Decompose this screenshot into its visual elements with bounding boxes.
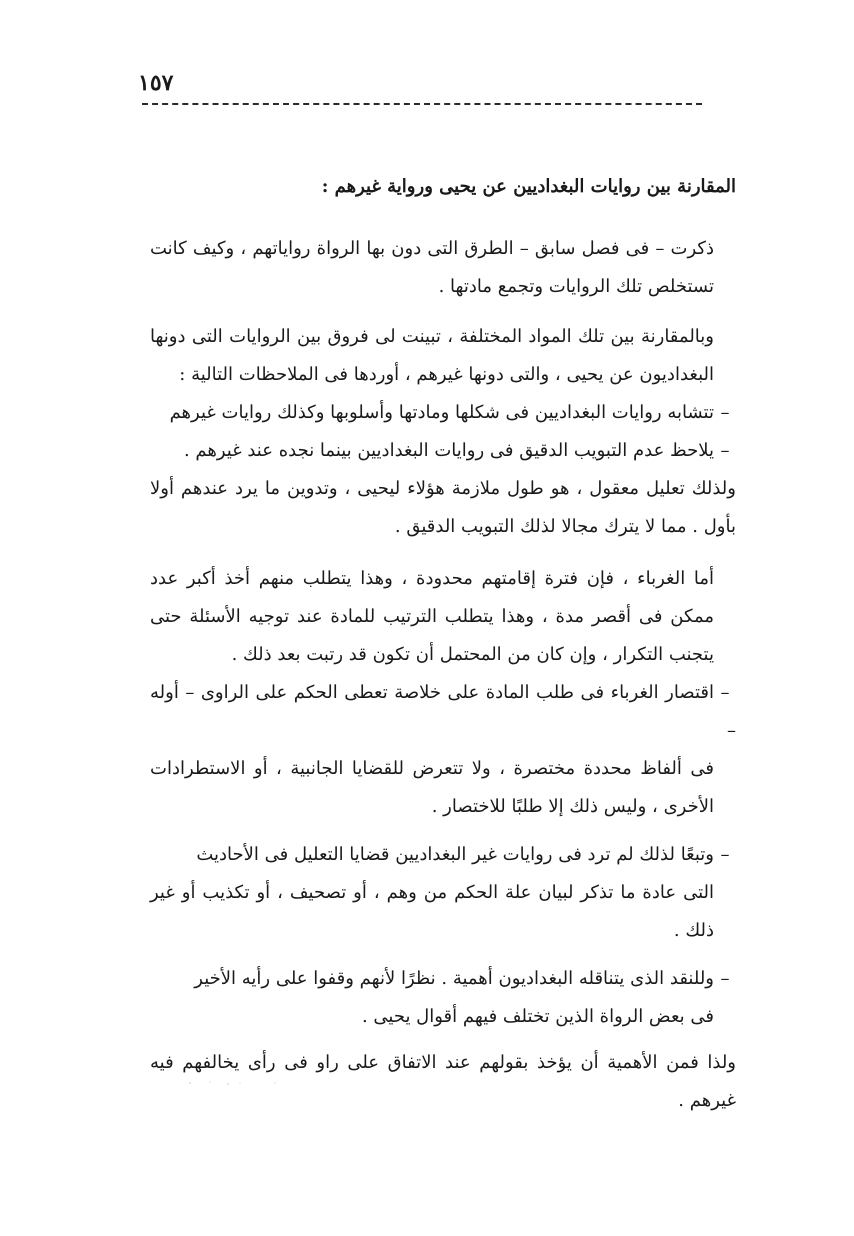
dash-marker: –: [720, 440, 730, 461]
page-number: ١٥٧: [138, 70, 174, 96]
paragraph-2: وبالمقارنة بين تلك المواد المختلفة ، تبينت لى فروق بين الروايات التى دونها البغداديون عن يحيى ، والتى دونها غيرهم ، أوردها فى الملاحظات التالية :: [150, 326, 714, 385]
list-item: [150, 674, 736, 826]
final-paragraph: ولذا فمن الأهمية أن يؤخذ بقولهم عند الاتفاق على راو فى رأى يخالفهم فيه غيرهم .: [150, 1052, 736, 1111]
list-item-text: يلاحظ عدم التبويب الدقيق فى روايات البغداديين بينما نجده عند غيرهم .: [183, 440, 714, 461]
dash-marker: –: [720, 844, 730, 865]
section-heading: المقارنة بين روايات البغداديين عن يحيى ورواية غيرهم :: [321, 176, 736, 197]
list-item: [150, 836, 736, 950]
list-item: [150, 432, 736, 470]
dash-marker: –: [720, 968, 730, 989]
paragraph-1: ذكرت – فى فصل سابق – الطرق التى دون بها الرواة رواياتهم ، وكيف كانت تستخلص تلك الروايات وتجمع مادتها .: [150, 238, 714, 297]
list-item: [150, 394, 736, 432]
list-item-text: اقتصار الغرباء فى طلب المادة على خلاصة تعطى الحكم على الراوى – أوله –: [150, 682, 736, 741]
list-item-text: وتبعًا لذلك لم ترد فى روايات غير البغداديين قضايا التعليل فى الأحاديث: [196, 844, 714, 865]
list-item-continuation: فى ألفاظ محددة مختصرة ، ولا تتعرض للقضايا الجانبية ، أو الاستطرادات الأخرى ، وليس ذلك إلا طلبًا للاختصار .: [150, 758, 714, 817]
list-item-text: تتشابه روايات البغداديين فى شكلها ومادتها وأسلوبها وكذلك روايات غيرهم: [169, 402, 714, 423]
paragraph-3: أما الغرباء ، فإن فترة إقامتهم محدودة ، وهذا يتطلب منهم أخذ أكبر عدد ممكن فى أقصر مدة ، وهذا يتطلب الترتيب للمادة عند توجيه الأسئلة حتى يتجنب التكرار ، وإن كان من المحتمل أن تكون قد رتبت بعد ذلك .: [150, 568, 714, 665]
dash-marker: –: [720, 402, 730, 423]
scan-noise: [180, 1078, 300, 1088]
list-item-text: وللنقد الذى يتناقله البغداديون أهمية . نظرًا لأنهم وقفوا على رأيه الأخير: [194, 968, 714, 989]
page-body: [150, 168, 736, 1132]
list-item-continuation: التى عادة ما تذكر لبيان علة الحكم من وهم ، أو تصحيف ، أو تكذيب أو غير ذلك .: [150, 882, 714, 941]
header-rule: [142, 103, 702, 105]
list-item: [150, 960, 736, 1036]
list-item-continuation: ولذلك تعليل معقول ، هو طول ملازمة هؤلاء ليحيى ، وتدوين ما يرد عندهم أولا بأول . مما لا يترك مجالا لذلك التبويب الدقيق .: [150, 478, 736, 537]
list-item-continuation: فى بعض الرواة الذين تختلف فيهم أقوال يحيى .: [361, 1006, 714, 1027]
dash-marker: –: [720, 682, 730, 703]
